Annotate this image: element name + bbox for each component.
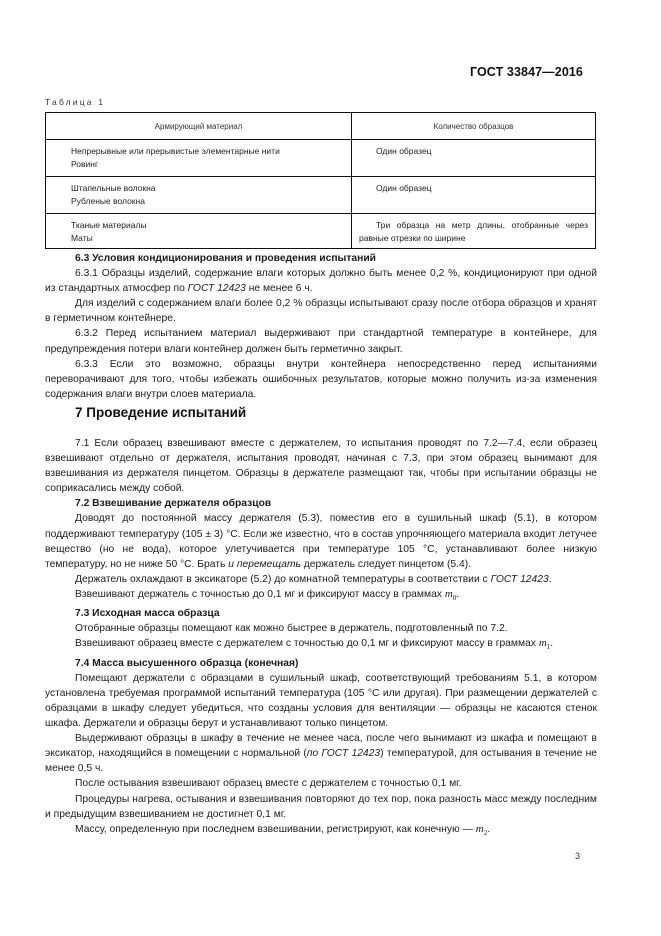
subscript: 0 (452, 594, 457, 603)
material-cell (46, 177, 352, 214)
material-cell (46, 140, 352, 177)
paragraph: Для изделий с содержанием влаги более 0,2 % образцы испытывают сразу после отбора образцов и хранят в герметичном контейнере. (45, 298, 597, 325)
subsection-title: 7.3 Исходная масса образца (75, 608, 220, 620)
variable: m (538, 637, 547, 650)
paragraph: 7.1 Если образец взвешивают вместе с держателем, то испытания проводят по 7.2—7.4, если образец взвешивают отдельно от держателя, испытания проводят, начиная с 7.3, при этом образец вынимают для взвешивания из держателя пинцетом. Образцы в держателе размещают так, чтобы при испытании образцы не соприкасались между собой. (45, 438, 597, 495)
text-run: Взвешивают образец вместе с держателем с точностью до 0,1 мг и фиксируют массу в граммах (75, 638, 539, 650)
paragraph (45, 587, 597, 606)
page-number: 3 (575, 851, 581, 861)
paragraph (45, 731, 597, 776)
subsection-title: 7.2 Взвешивание держателя образцов (75, 498, 272, 510)
paragraph (45, 572, 597, 587)
samples-table (45, 112, 596, 249)
material-line: Тканые материалы (71, 220, 147, 230)
material-line: Рубленые волокна (71, 196, 145, 206)
paragraph (45, 266, 597, 296)
text-run: Доводят до постоянной массу держателя (5.3), поместив его в сушильный шкаф (5.1), в котором поддерживают температуру (105 ± 3) °С. Если же известно, что в состав упрочняющего материала входит летучее вещество (но не вода), которое улетучивается при температуре 105 °С, устанавливают более низкую температуру, но не ниже 50 °С. Брать (45, 513, 597, 570)
material-line: Штапельные волокна (71, 183, 156, 193)
table-row (46, 177, 596, 214)
material-cell (46, 214, 352, 249)
material-line: Непрерывные или прерывистые элементарные нити (71, 146, 280, 156)
paragraph: Процедуры нагрева, остывания и взвешивания повторяют до тех пор, пока разность масс между последним и предыдущим взвешиванием не достигнет 0,1 мг. (45, 793, 597, 820)
standard-reference: по ГОСТ 12423 (306, 748, 381, 760)
emphasis: и перемещать (228, 558, 301, 570)
material-line: Ровинг (71, 159, 99, 169)
paragraph: Отобранные образцы помещают как можно быстрее в держатель, подготовленный по 7.2. (75, 623, 508, 635)
subsection-title: 7.4 Масса высушенного образца (конечная) (75, 657, 299, 669)
column-header-material: Армирующий материал (46, 113, 352, 140)
paragraph: 6.3.3 Если это возможно, образцы внутри контейнера непосредственно перед испытаниями переворачивают для того, чтобы избежать ошибочных результатов, которые можно получить из-за изменения содержания влаги внутри слоев материала. (45, 358, 597, 400)
section-7 (45, 436, 597, 841)
table-row (46, 214, 596, 249)
subscript: 2 (483, 828, 488, 837)
table-row (46, 140, 596, 177)
standard-reference: ГОСТ 12423 (187, 283, 246, 295)
mass-variable (444, 587, 457, 603)
subsection-title: 6.3 Условия кондиционирования и проведения испытаний (75, 253, 377, 264)
paragraph: 6.3.2 Перед испытанием материал выдерживают при стандартной температуре в контейнере, для предупреждения потери влаги контейнер должен быть герметично закрыт. (45, 328, 597, 355)
paragraph (45, 511, 597, 571)
section-6-3 (45, 251, 597, 402)
count-cell (352, 140, 596, 177)
mass-variable (476, 823, 487, 835)
text-run: . (456, 588, 460, 600)
variable: m (444, 587, 453, 600)
text-run: ) температурой, для остывания в течение не менее 0,5 ч. (45, 748, 598, 775)
count-value: Три образца на метр длины, отобранные через равные отрезки по ширине (359, 220, 588, 243)
text-run: . (550, 638, 554, 650)
count-cell (352, 177, 596, 214)
text-run: держатель следует пинцетом (5.4). (300, 558, 472, 570)
variable: m (475, 822, 484, 835)
column-header-count: Количество образцов (352, 113, 596, 140)
document-code: ГОСТ 33847—2016 (469, 65, 583, 79)
paragraph (45, 822, 597, 841)
text-run: . (548, 573, 552, 585)
paragraph: После остывания взвешивают образец вместе с держателем с точностью 0,1 мг. (75, 778, 462, 790)
text-run: 6.3.1 Образцы изделий, содержание влаги которых должно быть менее 0,2 %, кондиционируют при одной из стандартных атмосфер по (45, 268, 597, 295)
text-run: . (487, 823, 491, 835)
standard-reference: ГОСТ 12423 (490, 573, 549, 585)
count-cell (352, 214, 596, 249)
count-value: Один образец (376, 183, 432, 193)
paragraph: Помещают держатели с образцами в сушильный шкаф, соответствующий требованиям 5.1, в котором установлена требуемая программой испытаний температура (105 °С или другая). При размещении держателей с образцами в шкафу следует убедиться, что созданы условия для вентиляции — образцы не касаются стенок шкафа. Держатели и образцы берут и устанавливают только пинцетом. (45, 672, 597, 730)
table-caption: Таблица 1 (45, 97, 106, 107)
text-run: Взвешивают держатель с точностью до 0,1 мг и фиксируют массу в граммах (75, 588, 445, 600)
text-run: не менее 6 ч. (245, 283, 313, 295)
table-header-row (46, 113, 596, 140)
material-line: Маты (71, 233, 93, 243)
section-title: 7 Проведение испытаний (75, 405, 247, 420)
mass-variable (538, 637, 551, 652)
paragraph (45, 636, 597, 655)
text-run: Выдерживают образцы в шкафу в течение не менее часа, после чего вынимают из шкафа и помещают в эксикатор, находящийся в помещении с нормальной ( (45, 733, 597, 760)
text-run: Массу, определенную при последнем взвешивании, регистрируют, как конечную — (75, 823, 476, 835)
subscript: 1 (546, 643, 551, 652)
text-run: Держатель охлаждают в эксикаторе (5.2) до комнатной температуры в соответствии с (75, 573, 491, 585)
count-value: Один образец (376, 146, 432, 156)
